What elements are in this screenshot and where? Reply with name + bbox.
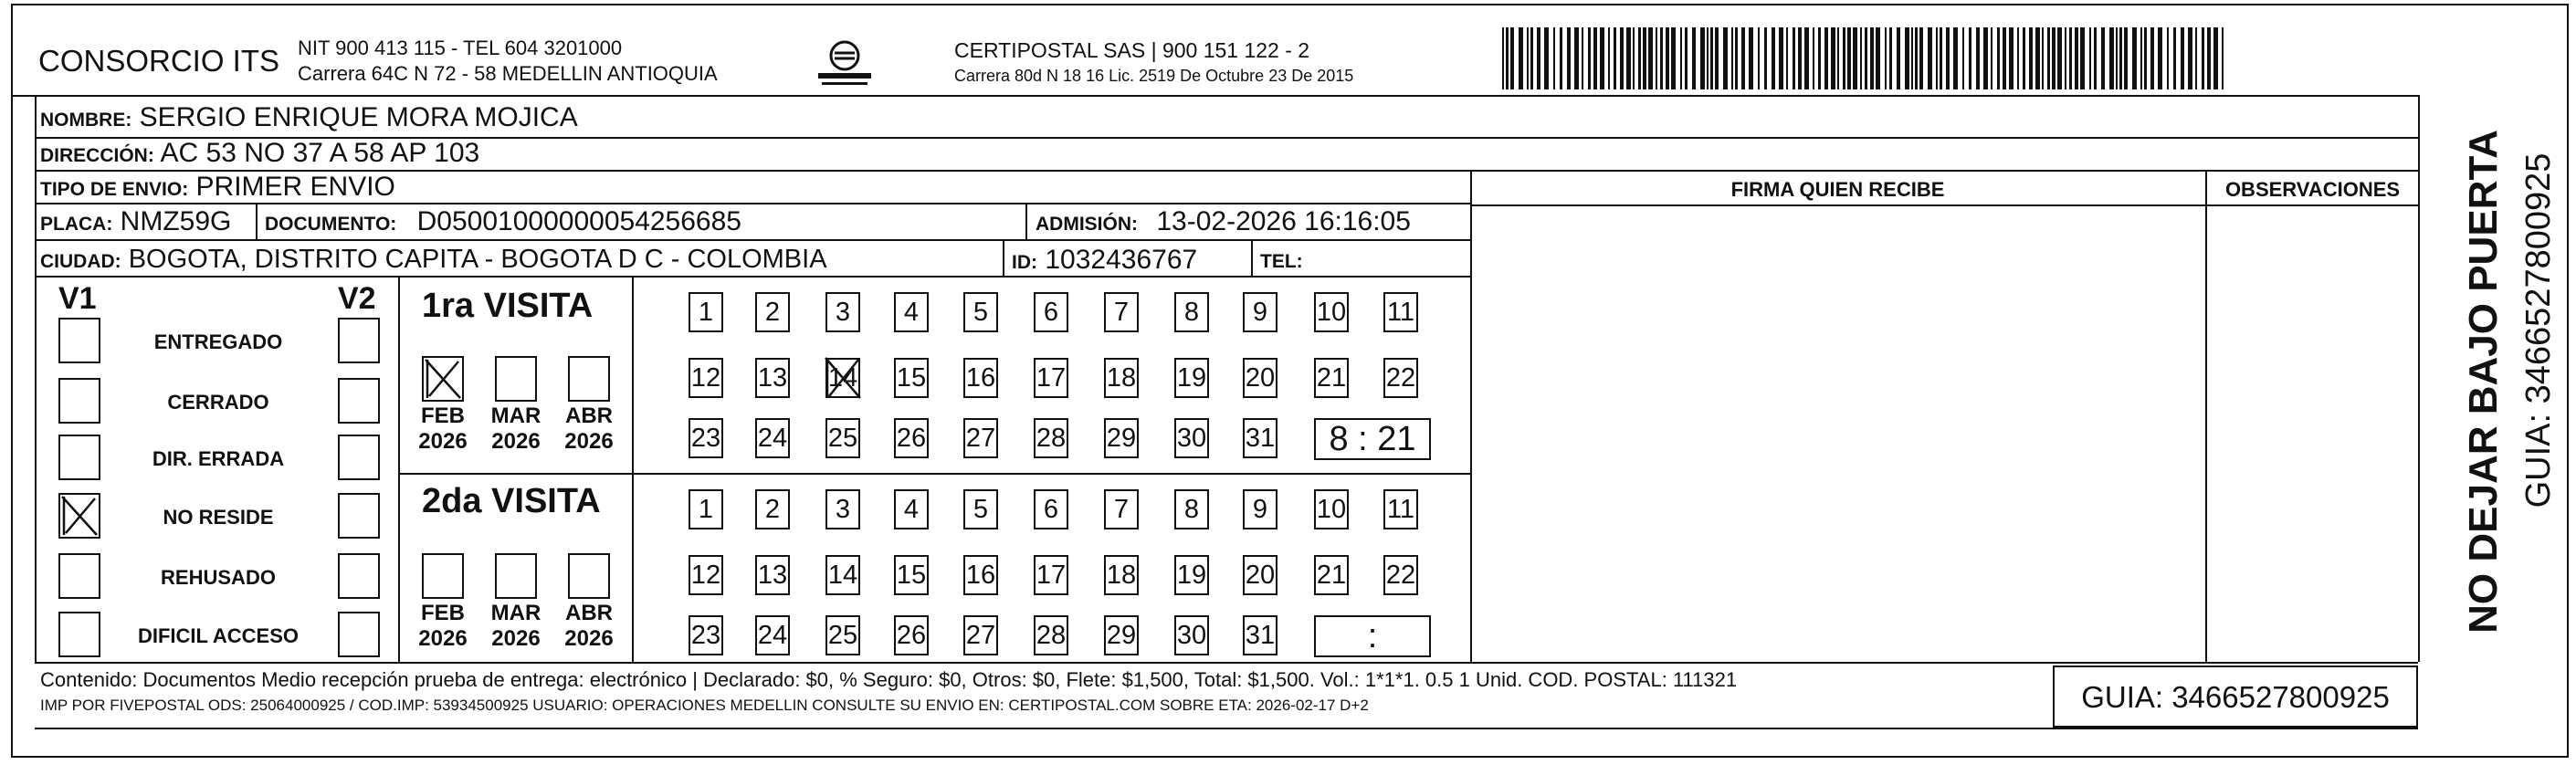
- barcode-bar: [1502, 27, 1504, 89]
- footer-line2: IMP POR FIVEPOSTAL ODS: 25064000925 / COD.IMP: 53934500925 USUARIO: OPERACIONES MEDELLIN CONSULTE SU ENVIO EN: CERTIPOSTAL.COM SOBRE ETA: 2026-02-17 D+2: [40, 697, 1369, 714]
- visit1-day-box: 10: [1314, 292, 1349, 332]
- visit1-year-label: 2026: [491, 429, 541, 454]
- status-option-label: CERRADO: [167, 391, 269, 414]
- barcode-bar: [2003, 27, 2006, 89]
- nombre-label: NOMBRE:: [40, 110, 132, 131]
- barcode-bar: [1885, 27, 1887, 89]
- barcode-bar: [1962, 27, 1964, 89]
- barcode-bar: [1831, 27, 1835, 89]
- visit1-day-box: 5: [963, 292, 998, 332]
- v1-checkbox: [58, 612, 100, 657]
- visit2-day-box: 26: [894, 615, 929, 655]
- barcode-bar: [1764, 27, 1767, 89]
- visit1-day-box: 29: [1104, 418, 1139, 458]
- nombre-value: SERGIO ENRIQUE MORA MOJICA: [139, 102, 578, 132]
- placa-value: NMZ59G: [120, 206, 232, 236]
- barcode-bar: [1593, 27, 1597, 89]
- visit2-day-box: 12: [689, 555, 723, 595]
- visit1-day-box: 13: [755, 358, 790, 398]
- barcode-bar: [1671, 27, 1676, 89]
- barcode-bar: [1567, 27, 1571, 89]
- barcode-bar: [1723, 27, 1728, 89]
- v1-checkbox: [58, 553, 100, 599]
- barcode-bar: [1824, 27, 1828, 89]
- barcode-bar: [1741, 27, 1745, 89]
- v2-checkbox: [338, 493, 380, 539]
- footer-bottom: [35, 728, 2418, 729]
- barcode-bar: [1506, 27, 1509, 89]
- status-option-label: NO RESIDE: [163, 506, 274, 529]
- barcode-bar: [1530, 27, 1533, 89]
- visit2-day-box: 23: [689, 615, 723, 655]
- barcode-bar: [2222, 27, 2224, 89]
- barcode-bar: [1953, 27, 1958, 89]
- visit1-day-box: 26: [894, 418, 929, 458]
- barcode-bar: [1889, 27, 1892, 89]
- barcode-bar: [2195, 27, 2197, 89]
- visit2-month-checkbox: [422, 553, 464, 599]
- cell-divider: [1025, 203, 1027, 239]
- guia-box-text: GUIA: 3466527800925: [2081, 680, 2390, 714]
- visit2-day-box: 2: [755, 489, 790, 529]
- visit1-day-box: 12: [689, 358, 723, 398]
- visit1-day-box: 25: [825, 418, 860, 458]
- side-warning: NO DEJAR BAJO PUERTA: [2461, 130, 2506, 634]
- visit2-day-box: 1: [689, 489, 723, 529]
- barcode-bar: [2109, 27, 2114, 89]
- visit1-day-box: 1: [689, 292, 723, 332]
- barcode-bar: [1735, 27, 1738, 89]
- barcode-bar: [2213, 27, 2218, 89]
- ciudad-label: CIUDAD:: [40, 251, 121, 272]
- sender-line1: NIT 900 413 115 - TEL 604 3201000: [298, 37, 623, 59]
- column-header-divider: [1470, 204, 2418, 206]
- barcode-bar: [2042, 27, 2044, 89]
- barcode-bar: [2116, 27, 2118, 89]
- barcode-bar: [2167, 27, 2169, 89]
- barcode-bar: [2119, 27, 2122, 89]
- visit2-day-box: 25: [825, 615, 860, 655]
- visit2-day-box: 18: [1104, 555, 1139, 595]
- visit2-day-box: 7: [1104, 489, 1139, 529]
- barcode-bar: [1847, 27, 1851, 89]
- admision-value: 13-02-2026 16:16:05: [1156, 206, 1411, 236]
- status-option-label: DIR. ERRADA: [152, 447, 285, 470]
- visit2-day-box: 17: [1034, 555, 1068, 595]
- visit1-day-box: 30: [1174, 418, 1209, 458]
- visit1-day-box: 8: [1174, 292, 1209, 332]
- placa-label: PLACA:: [40, 214, 113, 235]
- sender-name: CONSORCIO ITS: [38, 44, 280, 78]
- barcode-bar: [1560, 27, 1562, 89]
- barcode-bar: [2094, 27, 2097, 89]
- cell-divider: [256, 203, 258, 239]
- visit1-day-box: 3: [825, 292, 860, 332]
- admision-label: ADMISIÓN:: [1036, 214, 1138, 235]
- barcode-bar: [1983, 27, 1988, 89]
- sender-line2: Carrera 64C N 72 - 58 MEDELLIN ANTIOQUIA: [298, 62, 718, 85]
- visit1-day-box: 31: [1243, 418, 1277, 458]
- visit1-year-label: 2026: [418, 429, 468, 454]
- visit2-day-box: 16: [963, 555, 998, 595]
- barcode-bar: [2017, 27, 2019, 89]
- observaciones-right-border: [2418, 95, 2420, 662]
- courier-line2: Carrera 80d N 18 16 Lic. 2519 De Octubre 23 De 2015: [954, 67, 1354, 85]
- tipo-value: PRIMER ENVIO: [195, 172, 395, 202]
- visit1-day-box: 20: [1243, 358, 1277, 398]
- footer-divider: [35, 662, 2418, 664]
- barcode-bar: [2101, 27, 2105, 89]
- visit1-day-box: 18: [1104, 358, 1139, 398]
- barcode-bar: [1574, 27, 1579, 89]
- visit1-day-box: 2: [755, 292, 790, 332]
- barcode-bar: [2132, 27, 2137, 89]
- visit1-time-value: 8 : 21: [1329, 420, 1416, 458]
- barcode-bar: [1648, 27, 1653, 89]
- visit2-month-checkbox: [495, 553, 537, 599]
- visit2-day-box: 20: [1243, 555, 1277, 595]
- barcode-bar: [1692, 27, 1696, 89]
- visit1-day-box: 16: [963, 358, 998, 398]
- observaciones-header: OBSERVACIONES: [2224, 178, 2401, 201]
- barcode-bar: [2075, 27, 2078, 89]
- barcode-bar: [1837, 27, 1839, 89]
- visit1-day-box: 28: [1034, 418, 1068, 458]
- barcode-bar: [2144, 27, 2147, 89]
- barcode-bar: [1710, 27, 1713, 89]
- barcode-bar: [1876, 27, 1880, 89]
- status-option-label: REHUSADO: [161, 566, 276, 589]
- barcode-bar: [1843, 27, 1845, 89]
- row-divider: [35, 276, 1470, 278]
- visit1-day-box: 7: [1104, 292, 1139, 332]
- barcode-bar: [2150, 27, 2154, 89]
- visit1-title: 1ra VISITA: [422, 287, 594, 325]
- barcode-bar: [1853, 27, 1857, 89]
- barcode-bar: [1865, 27, 1867, 89]
- v2-checkbox: [338, 553, 380, 599]
- visit1-day-box: 9: [1243, 292, 1277, 332]
- visit1-day-box: 22: [1383, 358, 1418, 398]
- barcode-bar: [2124, 27, 2128, 89]
- visit2-day-box: 22: [1383, 555, 1418, 595]
- visit2-day-box: 3: [825, 489, 860, 529]
- row-divider: [35, 239, 1470, 241]
- visit2-day-box: 28: [1034, 615, 1068, 655]
- barcode-bar: [1915, 27, 1918, 89]
- visit-divider: [632, 276, 634, 662]
- visit2-day-box: 14: [825, 555, 860, 595]
- visit2-day-box: 11: [1383, 489, 1418, 529]
- barcode-bar: [2173, 27, 2176, 89]
- barcode-bar: [2188, 27, 2192, 89]
- barcode-bar: [1537, 27, 1540, 89]
- visit1-day-box: 4: [894, 292, 929, 332]
- documento-value: D05001000000054256685: [416, 206, 741, 236]
- handwritten-x-mark: [58, 493, 100, 539]
- form-left-border: [35, 95, 37, 662]
- barcode-bar: [1608, 27, 1610, 89]
- visit2-day-box: 13: [755, 555, 790, 595]
- v1-checkbox: [58, 318, 100, 363]
- barcode-bar: [1510, 27, 1514, 89]
- barcode-bar: [1614, 27, 1616, 89]
- visit2-day-box: 21: [1314, 555, 1349, 595]
- visit2-day-box: 27: [963, 615, 998, 655]
- barcode-bar: [1680, 27, 1682, 89]
- visit1-day-box: 21: [1314, 358, 1349, 398]
- barcode-bar: [1519, 27, 1523, 89]
- visit2-day-box: 19: [1174, 555, 1209, 595]
- barcode-bar: [2057, 27, 2062, 89]
- barcode-bar: [2065, 27, 2066, 89]
- barcode-bar: [1911, 27, 1913, 89]
- barcode-bar: [1969, 27, 1971, 89]
- barcode-bar: [1919, 27, 1923, 89]
- visit2-day-box: 31: [1243, 615, 1277, 655]
- visit2-day-box: 30: [1174, 615, 1209, 655]
- barcode-bar: [1786, 27, 1788, 89]
- visit2-month-label: ABR: [565, 601, 613, 625]
- barcode-bar: [1804, 27, 1809, 89]
- barcode-bar: [1715, 27, 1719, 89]
- v2-checkbox: [338, 378, 380, 424]
- barcode-bar: [1633, 27, 1635, 89]
- id-value: 1032436767: [1045, 245, 1198, 275]
- firma-header: FIRMA QUIEN RECIBE: [1730, 178, 1945, 201]
- direccion-label: DIRECCIÓN:: [40, 145, 154, 166]
- visit1-day-box: 17: [1034, 358, 1068, 398]
- barcode: [1502, 27, 2233, 89]
- visit1-day-box: 23: [689, 418, 723, 458]
- visit2-day-box: 4: [894, 489, 929, 529]
- barcode-bar: [1600, 27, 1604, 89]
- observaciones-left-border: [2205, 170, 2207, 662]
- certipostal-logo: [813, 38, 877, 89]
- v1-checkbox: [58, 435, 100, 480]
- documento-label: DOCUMENTO:: [265, 214, 397, 235]
- visit2-title: 2da VISITA: [422, 482, 601, 520]
- cell-divider: [1251, 239, 1253, 276]
- direccion-value: AC 53 NO 37 A 58 AP 103: [160, 138, 480, 168]
- footer-line1: Contenido: Documentos Medio recepción prueba de entrega: electrónico | Declarado: $0, % Seguro: $0, Otros: $0, Flete: $1,500, Total: $1,500. Vol.: 1*1*1. 0.5 1 Unid. COD. POSTAL: 111321: [40, 668, 1738, 691]
- barcode-bar: [1553, 27, 1555, 89]
- visit2-time-value: :: [1367, 617, 1378, 655]
- visit2-day-box: 8: [1174, 489, 1209, 529]
- barcode-bar: [1897, 27, 1900, 89]
- barcode-bar: [1626, 27, 1631, 89]
- status-option-label: ENTREGADO: [153, 330, 283, 353]
- barcode-bar: [2023, 27, 2025, 89]
- barcode-bar: [1707, 27, 1709, 89]
- barcode-bar: [2052, 27, 2056, 89]
- barcode-bar: [1700, 27, 1705, 89]
- barcode-bar: [1940, 27, 1942, 89]
- v2-checkbox: [338, 612, 380, 657]
- cell-divider: [1003, 239, 1004, 276]
- v2-header: V2: [338, 281, 376, 316]
- barcode-bar: [1946, 27, 1950, 89]
- visit1-month-label: ABR: [565, 403, 613, 428]
- barcode-bar: [1656, 27, 1657, 89]
- handwritten-x-mark: [422, 356, 464, 402]
- visit1-day-box: 6: [1034, 292, 1068, 332]
- barcode-bar: [1860, 27, 1862, 89]
- barcode-bar: [2035, 27, 2040, 89]
- barcode-bar: [2029, 27, 2033, 89]
- id-label: ID:: [1012, 252, 1037, 273]
- visit2-year-label: 2026: [418, 626, 468, 651]
- barcode-bar: [1772, 27, 1775, 89]
- tipo-label: TIPO DE ENVIO:: [40, 179, 189, 200]
- courier-line1: CERTIPOSTAL SAS | 900 151 122 - 2: [954, 38, 1310, 62]
- visit2-month-label: MAR: [490, 601, 541, 625]
- tel-label: TEL:: [1260, 251, 1303, 272]
- barcode-bar: [1813, 27, 1814, 89]
- visit2-day-box: 5: [963, 489, 998, 529]
- visit2-day-box: 24: [755, 615, 790, 655]
- visit1-day-box: 19: [1174, 358, 1209, 398]
- handwritten-x-mark: [822, 354, 864, 402]
- visit1-month-label: MAR: [490, 403, 541, 428]
- barcode-bar: [1582, 27, 1583, 89]
- visit2-day-box: 6: [1034, 489, 1068, 529]
- status-divider: [398, 276, 400, 662]
- barcode-bar: [2202, 27, 2204, 89]
- barcode-bar: [2080, 27, 2085, 89]
- barcode-bar: [1976, 27, 1980, 89]
- barcode-bar: [1527, 27, 1529, 89]
- visit2-year-label: 2026: [564, 626, 614, 651]
- visit1-day-box: 11: [1383, 292, 1418, 332]
- barcode-bar: [1544, 27, 1549, 89]
- row-divider: [35, 203, 1470, 204]
- visit1-month-label: FEB: [421, 403, 465, 428]
- barcode-bar: [1905, 27, 1909, 89]
- visit2-month-label: FEB: [421, 601, 465, 625]
- visit1-month-checkbox: [495, 356, 537, 402]
- visit1-year-label: 2026: [564, 429, 614, 454]
- barcode-bar: [1928, 27, 1932, 89]
- visit1-month-checkbox: [568, 356, 610, 402]
- barcode-bar: [1779, 27, 1783, 89]
- barcode-bar: [1818, 27, 1821, 89]
- barcode-bar: [1666, 27, 1669, 89]
- visit1-day-box: 24: [755, 418, 790, 458]
- ciudad-value: BOGOTA, DISTRITO CAPITA - BOGOTA D C - COLOMBIA: [128, 245, 827, 274]
- barcode-bar: [1620, 27, 1624, 89]
- barcode-bar: [2089, 27, 2091, 89]
- barcode-bar: [1798, 27, 1802, 89]
- visit2-year-label: 2026: [491, 626, 541, 651]
- barcode-bar: [2181, 27, 2184, 89]
- v2-checkbox: [338, 318, 380, 363]
- barcode-bar: [2009, 27, 2013, 89]
- visit2-day-box: 10: [1314, 489, 1349, 529]
- visit1-day-box: 14: [825, 358, 860, 398]
- visit1-day-box: 27: [963, 418, 998, 458]
- barcode-bar: [1758, 27, 1760, 89]
- v1-header: V1: [58, 281, 97, 316]
- status-option-label: DIFICIL ACCESO: [137, 624, 299, 647]
- barcode-bar: [1793, 27, 1795, 89]
- barcode-bar: [1731, 27, 1733, 89]
- visit-separator: [398, 473, 1470, 475]
- barcode-bar: [1660, 27, 1663, 89]
- barcode-bar: [1997, 27, 2000, 89]
- firma-left-border: [1470, 170, 1472, 662]
- barcode-bar: [2140, 27, 2142, 89]
- barcode-bar: [1588, 27, 1591, 89]
- barcode-bar: [1870, 27, 1874, 89]
- visit2-day-box: 29: [1104, 615, 1139, 655]
- header-divider: [11, 95, 2418, 97]
- barcode-bar: [1638, 27, 1641, 89]
- side-guia: GUIA: 3466527800925: [2519, 152, 2558, 508]
- visit2-day-box: 15: [894, 555, 929, 595]
- barcode-bar: [1936, 27, 1938, 89]
- barcode-bar: [2069, 27, 2072, 89]
- barcode-bar: [1685, 27, 1688, 89]
- barcode-bar: [1991, 27, 1992, 89]
- barcode-bar: [2207, 27, 2211, 89]
- barcode-bar: [1643, 27, 1646, 89]
- v2-checkbox: [338, 435, 380, 480]
- visit2-month-checkbox: [568, 553, 610, 599]
- v1-checkbox: [58, 378, 100, 424]
- visit1-day-box: 15: [894, 358, 929, 398]
- visit2-day-box: 9: [1243, 489, 1277, 529]
- barcode-bar: [1749, 27, 1753, 89]
- barcode-bar: [2158, 27, 2162, 89]
- barcode-bar: [2047, 27, 2050, 89]
